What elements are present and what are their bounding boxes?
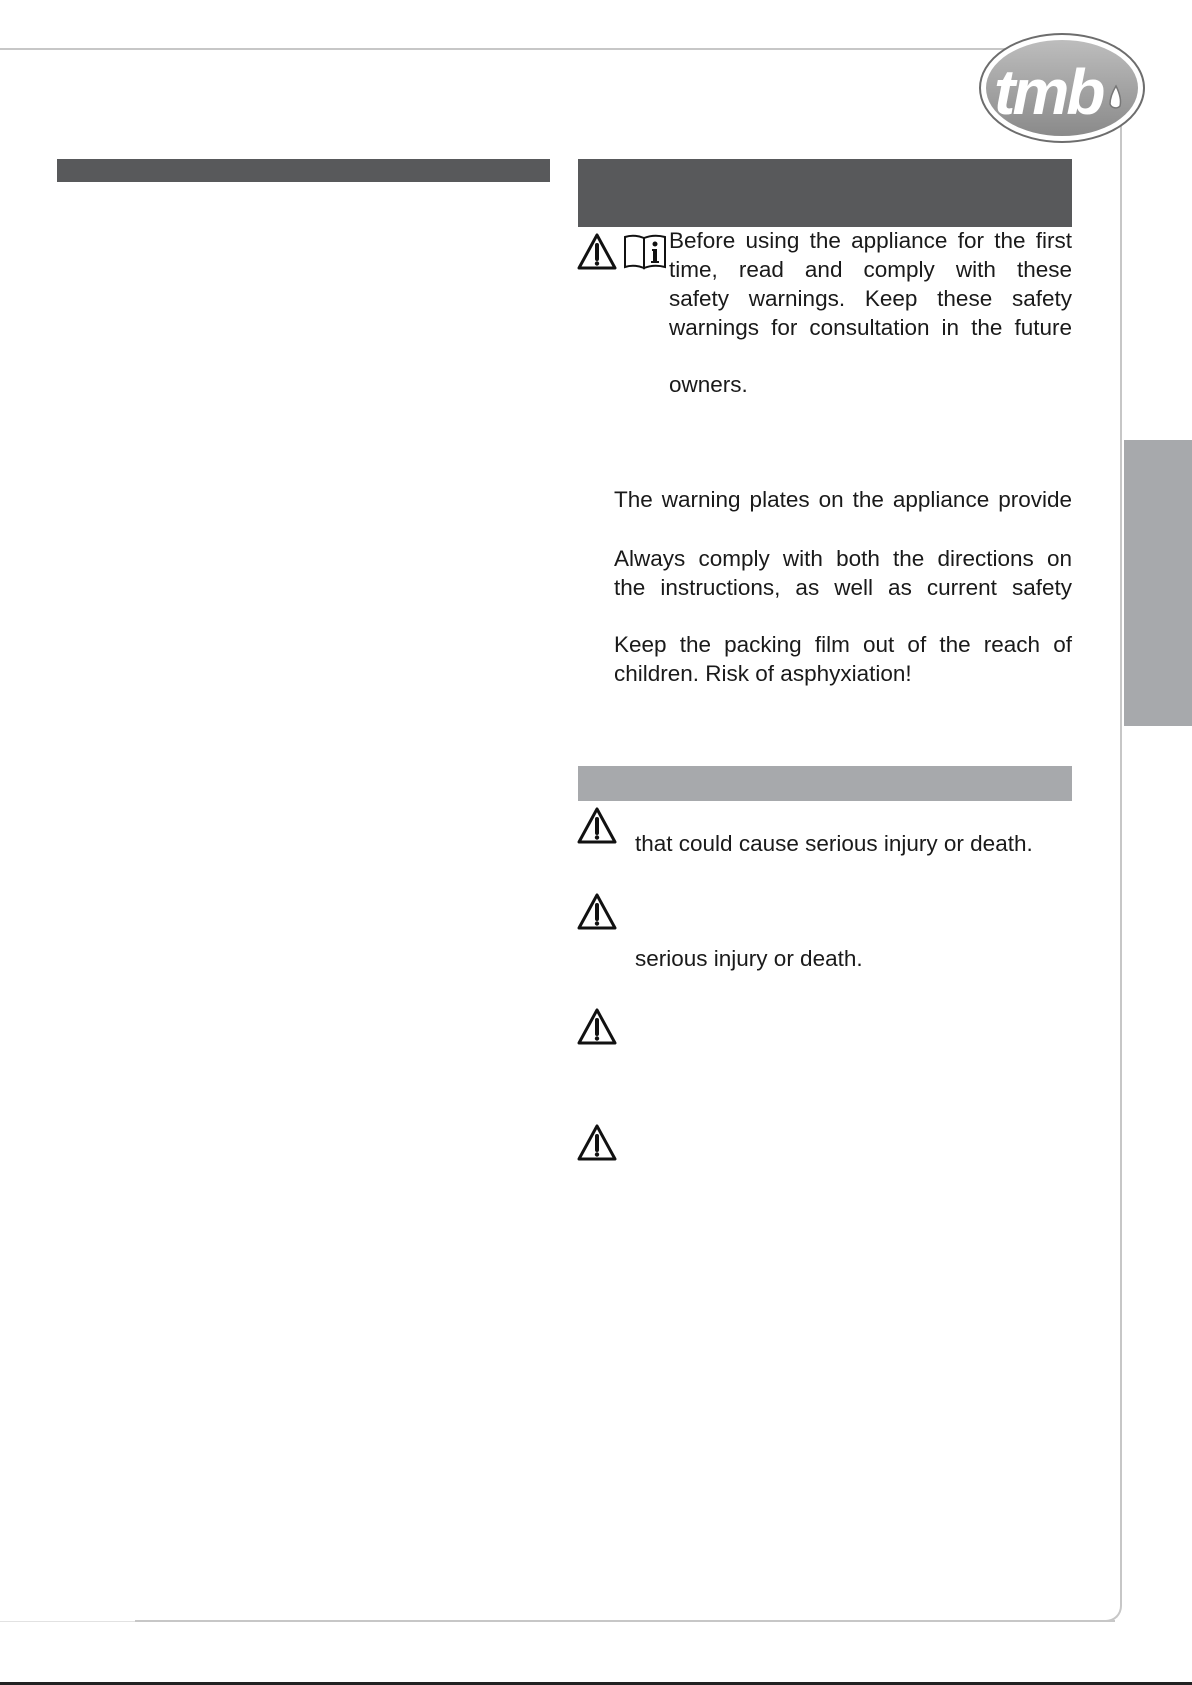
manual-info-icon xyxy=(622,232,668,272)
chapter-side-tab xyxy=(1124,440,1192,726)
warning-plates-text: The warning plates on the appliance provide xyxy=(614,487,1072,512)
packing-line: children. Risk of asphyxiation! xyxy=(614,661,912,686)
hazard-text-1: that could cause serious injury or death. xyxy=(635,831,1033,856)
page-frame-right xyxy=(1106,92,1122,1622)
comply-line: the instructions, as well as current safety xyxy=(614,575,1072,600)
intro-line: warnings for consultation in the future xyxy=(669,315,1072,340)
hazard-subsection-header-bar xyxy=(578,766,1072,801)
comply-line: Always comply with both the directions on xyxy=(614,546,1072,571)
bottom-rule-faint xyxy=(0,1621,135,1622)
hazard-text-2: serious injury or death. xyxy=(635,946,863,971)
comply-paragraph xyxy=(614,544,1072,602)
intro-line: safety warnings. Keep these safety xyxy=(669,286,1072,311)
left-section-header-bar xyxy=(57,159,550,182)
safety-section-header-bar xyxy=(578,159,1072,227)
bottom-rule xyxy=(135,1620,1115,1622)
warning-triangle-icon xyxy=(576,1123,618,1163)
warning-triangle-icon xyxy=(576,892,618,932)
intro-line: Before using the appliance for the first xyxy=(669,228,1072,253)
intro-paragraph xyxy=(669,226,1072,342)
tmb-logo xyxy=(976,24,1146,152)
warning-triangle-icon xyxy=(576,806,618,846)
packing-paragraph xyxy=(614,630,1072,688)
intro-line: time, read and comply with these xyxy=(669,257,1072,282)
intro-icons xyxy=(576,232,668,272)
warning-triangle-icon xyxy=(576,232,618,272)
warning-triangle-icon xyxy=(576,1007,618,1047)
top-rule xyxy=(0,48,1120,50)
packing-line: Keep the packing film out of the reach of xyxy=(614,632,1072,657)
svg-text:tmb: tmb xyxy=(994,56,1103,128)
intro-owners-text: owners. xyxy=(669,372,748,397)
